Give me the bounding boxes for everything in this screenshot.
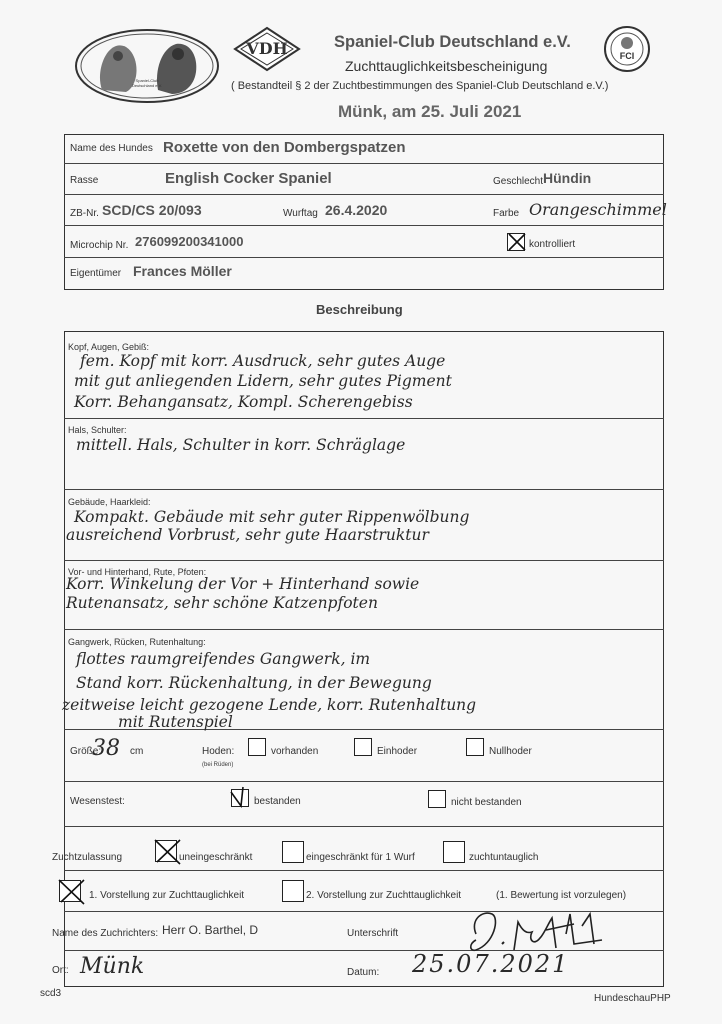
second-presentation-label: 2. Vorstellung zur Zuchttauglichkeit bbox=[306, 890, 462, 901]
breeding-unrestricted-label: uneingeschränkt bbox=[179, 852, 253, 863]
whelp-label: Wurftag bbox=[283, 208, 318, 219]
testicles-present-checkbox[interactable] bbox=[248, 738, 266, 756]
breeding-unfit-checkbox[interactable] bbox=[443, 841, 465, 863]
head-eyes-line: Korr. Behangansatz, Kompl. Scherengebiss bbox=[74, 393, 413, 411]
date-value: 25.07.2021 bbox=[412, 950, 570, 978]
dog-name-label: Name des Hundes bbox=[70, 143, 153, 154]
breeding-label: Zuchtzulassung bbox=[52, 852, 123, 863]
description-title: Beschreibung bbox=[316, 302, 403, 317]
vdh-logo-text: VDH bbox=[246, 39, 288, 58]
dog-name: Roxette von den Dombergspatzen bbox=[163, 139, 406, 156]
gait-line: Stand korr. Rückenhaltung, in der Bewegung bbox=[76, 674, 432, 692]
temperament-failed-checkbox[interactable] bbox=[428, 790, 446, 808]
chip-checked-label: kontrolliert bbox=[529, 239, 576, 250]
judge-label: Name des Zuchrichters: bbox=[52, 928, 159, 939]
whelp-date: 26.4.2020 bbox=[325, 202, 388, 218]
limbs-tail-line: Rutenansatz, sehr schöne Katzenpfoten bbox=[66, 594, 378, 612]
head-eyes-line: mit gut anliegenden Lidern, sehr gutes Pigment bbox=[74, 372, 452, 390]
chip-label: Microchip Nr. bbox=[70, 240, 129, 251]
limbs-tail-line: Korr. Winkelung der Vor + Hinterhand sowie bbox=[66, 575, 420, 593]
footer-right: HundeschauPHP bbox=[594, 993, 671, 1004]
owner-label: Eigentümer bbox=[70, 268, 122, 279]
color-label: Farbe bbox=[493, 208, 520, 219]
footer-left: scd3 bbox=[40, 988, 62, 999]
breed: English Cocker Spaniel bbox=[165, 170, 332, 187]
zb-label: ZB-Nr. bbox=[70, 208, 99, 219]
testicles-none-checkbox[interactable] bbox=[466, 738, 484, 756]
fci-logo bbox=[603, 25, 651, 73]
body-coat-line: ausreichend Vorbrust, sehr gute Haarstruktur bbox=[66, 526, 429, 544]
temperament-passed-checkbox[interactable] bbox=[231, 789, 249, 807]
breeding-restricted-label: eingeschränkt für 1 Wurf bbox=[306, 852, 415, 863]
testicles-none-label: Nullhoder bbox=[489, 746, 532, 757]
signature-label: Unterschrift bbox=[347, 928, 399, 939]
gait-line: flottes raumgreifendes Gangwerk, im bbox=[76, 650, 371, 668]
head-eyes-label: Kopf, Augen, Gebiß: bbox=[68, 342, 150, 352]
breeding-restricted-checkbox[interactable] bbox=[282, 841, 304, 863]
presentation-note: (1. Bewertung ist vorzulegen) bbox=[496, 890, 627, 901]
club-name: Spaniel-Club Deutschland e.V. bbox=[334, 33, 571, 51]
sex-label: Geschlecht bbox=[493, 176, 544, 187]
temperament-label: Wesenstest: bbox=[70, 796, 125, 807]
chip-checked-checkbox[interactable] bbox=[507, 233, 525, 251]
first-presentation-label: 1. Vorstellung zur Zuchttauglichkeit bbox=[89, 890, 245, 901]
zb-number: SCD/CS 20/093 bbox=[102, 202, 202, 218]
judge-name: Herr O. Barthel, D bbox=[162, 923, 259, 937]
form-note: ( Bestandteil § 2 der Zuchtbestimmungen des Spaniel-Club Deutschland e.V.) bbox=[231, 80, 609, 92]
neck-shoulder-label: Hals, Schulter: bbox=[68, 425, 127, 435]
testicles-one-checkbox[interactable] bbox=[354, 738, 372, 756]
breeding-unrestricted-checkbox[interactable] bbox=[155, 840, 177, 862]
date-label: Datum: bbox=[347, 967, 380, 978]
vdh-logo bbox=[233, 26, 301, 72]
testicles-one-label: Einhoder bbox=[377, 746, 418, 757]
owner-name: Frances Möller bbox=[133, 263, 232, 279]
breed-label: Rasse bbox=[70, 175, 99, 186]
limbs-tail-label: Vor- und Hinterhand, Rute, Pfoten: bbox=[68, 567, 207, 577]
testicles-present-label: vorhanden bbox=[271, 746, 319, 757]
club-logo-text: Spaniel-Club Deutschland e.V. bbox=[131, 78, 163, 88]
body-coat-label: Gebäude, Haarkleid: bbox=[68, 497, 151, 507]
sex: Hündin bbox=[543, 170, 592, 186]
club-logo bbox=[74, 28, 220, 104]
head-eyes-line: fem. Kopf mit korr. Ausdruck, sehr gutes Auge bbox=[80, 352, 446, 370]
size-unit: cm bbox=[130, 746, 144, 757]
place-date-header: Münk, am 25. Juli 2021 bbox=[338, 102, 522, 121]
gait-line: zeitweise leicht gezogene Lende, korr. Rutenhaltung bbox=[62, 696, 477, 714]
chip-number: 276099200341000 bbox=[135, 234, 244, 249]
testicles-note: (bei Rüden) bbox=[202, 762, 234, 768]
fci-logo-text: FCI bbox=[619, 51, 635, 61]
temperament-passed-label: bestanden bbox=[254, 796, 301, 807]
breeding-unfit-label: zuchtuntauglich bbox=[469, 852, 539, 863]
gait-label: Gangwerk, Rücken, Rutenhaltung: bbox=[68, 637, 206, 647]
gait-line: mit Rutenspiel bbox=[118, 713, 233, 731]
neck-shoulder-line: mittell. Hals, Schulter in korr. Schräglage bbox=[76, 436, 406, 454]
testicles-label: Hoden: bbox=[202, 746, 235, 757]
second-presentation-checkbox[interactable] bbox=[282, 880, 304, 902]
coat-color: Orangeschimmel bbox=[529, 200, 667, 219]
temperament-failed-label: nicht bestanden bbox=[451, 797, 522, 808]
first-presentation-checkbox[interactable] bbox=[59, 880, 81, 902]
place-label: Ort: bbox=[52, 965, 69, 976]
size-label: Größe: bbox=[70, 746, 102, 757]
body-coat-line: Kompakt. Gebäude mit sehr guter Rippenwölbung bbox=[74, 508, 470, 526]
form-subtitle: Zuchttauglichkeitsbescheinigung bbox=[345, 58, 548, 74]
place-value: Münk bbox=[80, 954, 145, 979]
size-value: 38 bbox=[92, 736, 120, 761]
